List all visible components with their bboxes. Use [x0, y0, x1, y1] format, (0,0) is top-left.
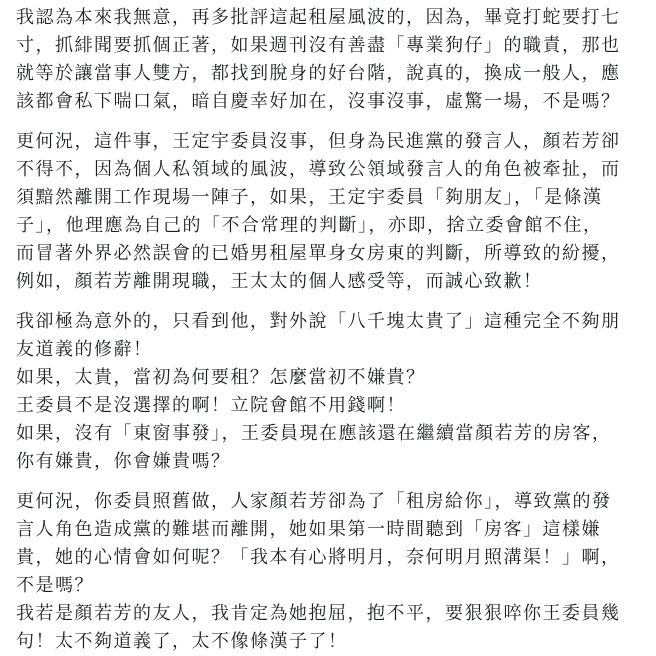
paragraph-4: [16, 488, 646, 656]
paragraph-line: 而冒著外界必然誤會的已婚男租屋單身女房東的判斷，所導致的紛擾，: [16, 243, 621, 264]
paragraph-2: [16, 128, 646, 296]
paragraph-line: 須黯然離開工作現場一陣子，如果，王定宇委員「夠朋友」，「是條漢: [16, 187, 603, 208]
paragraph-line: 更何況，這件事，王定宇委員沒事，但身為民進黨的發言人，顏若芳卻: [16, 131, 621, 152]
paragraph-line: 該都會私下喘口氣，暗自慶幸好加在，沒事沒事，虛驚一場，不是嗎？: [16, 91, 621, 112]
paragraph-line: 例如，顏若芳離開現職，王太太的個人感受等，而誠心致歉！: [16, 271, 543, 292]
paragraph-line: 如果，沒有「東窗事發」，王委員現在應該還在繼續當顏若芳的房客，: [16, 423, 612, 444]
paragraph-line: 寸，抓緋聞要抓個正著，如果週刊沒有善盡「專業狗仔」的職責，那也: [16, 35, 621, 56]
paragraph-3: [16, 308, 646, 476]
paragraph-line: 我若是顏若芳的友人，我肯定為她抱屈，抱不平，要狠狠啐你王委員幾: [16, 603, 621, 624]
paragraph-1: [16, 4, 646, 116]
paragraph-line: 你有嫌貴，你會嫌貴嗎？: [16, 451, 231, 472]
paragraph-line: 不是嗎？: [16, 575, 94, 596]
paragraph-line: 我卻極為意外的，只看到他，對外說「八千塊太貴了」這種完全不夠朋: [16, 311, 621, 332]
paragraph-line: 就等於讓當事人雙方，都找到脫身的好台階，說真的，換成一般人，應: [16, 63, 621, 84]
paragraph-line: 子」，他理應為自己的「不合常理的判斷」，亦即，捨立委會館不住，: [16, 215, 603, 236]
paragraph-line: 句！太不夠道義了，太不像條漢子了！: [16, 631, 348, 652]
paragraph-line: 言人角色造成黨的難堪而離開，她如果第一時間聽到「房客」這樣嫌: [16, 519, 601, 540]
paragraph-line: 王委員不是沒選擇的啊！立院會館不用錢啊！: [16, 395, 406, 416]
paragraph-line: 更何況，你委員照舊做，人家顏若芳卻為了「租房給你」，導致黨的發: [16, 491, 612, 512]
paragraph-line: 如果，太貴，當初為何要租？怎麼當初不嫌貴？: [16, 367, 426, 388]
paragraph-line: 友道義的修辭！: [16, 339, 153, 360]
paragraph-line: 不得不，因為個人私領域的風波，導致公領域發言人的角色被牽扯，而: [16, 159, 621, 180]
paragraph-line: 我認為本來我無意，再多批評這起租屋風波的，因為，畢竟打蛇要打七: [16, 7, 621, 28]
paragraph-line: 貴，她的心情會如何呢？「我本有心將明月，奈何明月照溝渠！」啊，: [16, 547, 621, 568]
